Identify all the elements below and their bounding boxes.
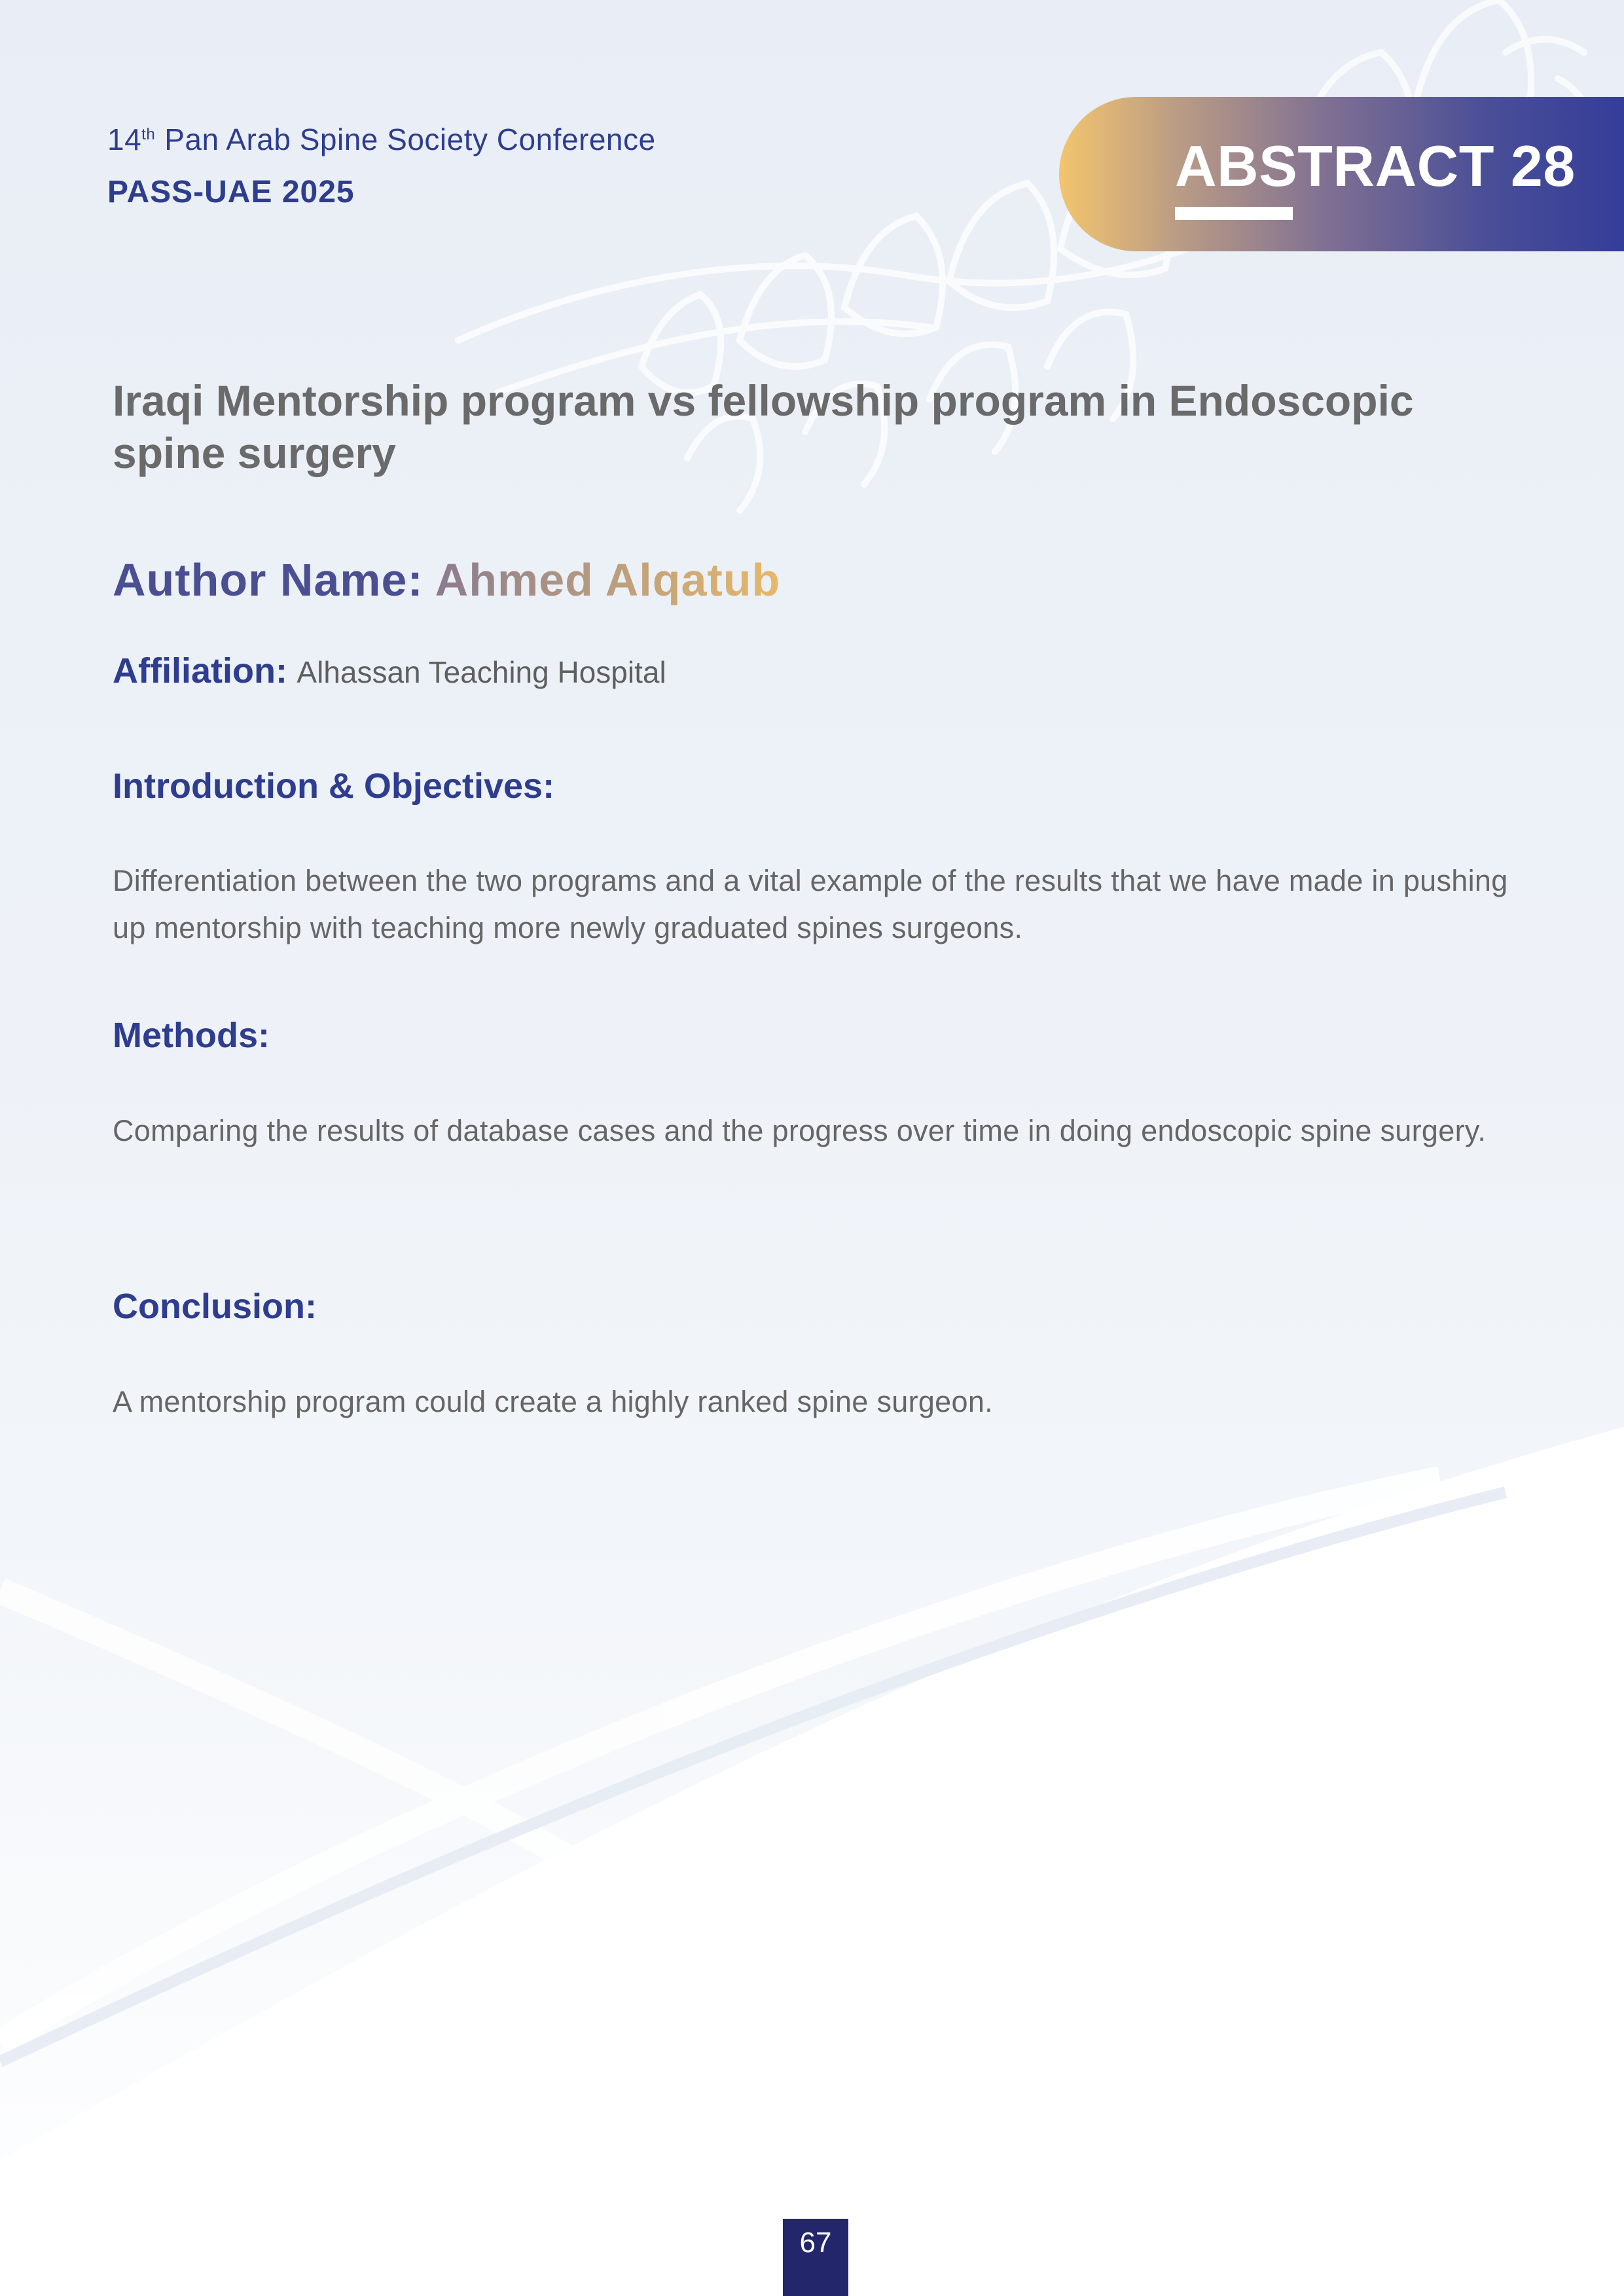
abstract-number-label: ABSTRACT 28 [1175,134,1576,198]
author-name: Ahmed Alqatub [435,554,781,605]
affiliation-value: Alhassan Teaching Hospital [297,655,666,689]
conference-name: Pan Arab Spine Society Conference [164,122,656,156]
methods-heading: Methods: [113,1016,270,1055]
methods-body: Comparing the results of database cases and the progress over time in doing endoscopic spine surgery. [113,1114,1487,1147]
introduction-body: Differentiation between the two programs and a vital example of the results that we have made in pushing up mentorship with teaching more newly graduated spines surgeons. [113,864,1508,944]
affiliation-label: Affiliation: [113,651,287,691]
affiliation-line [113,651,666,691]
author-line [113,554,780,606]
conclusion-body: A mentorship program could create a highly ranked spine surgeon. [113,1385,993,1418]
conference-ordinal-suffix: th [141,125,156,143]
conference-short-name: PASS-UAE 2025 [107,175,355,209]
abstract-title: Iraqi Mentorship program vs fellowship program in Endoscopic spine surgery [113,376,1414,477]
conference-title [107,122,656,157]
introduction-heading: Introduction & Objectives: [113,766,555,806]
author-label: Author Name: [113,554,424,605]
page-number: 67 [799,2227,832,2259]
conference-number: 14 [107,122,142,156]
abstract-underline [1175,207,1293,220]
conclusion-heading: Conclusion: [113,1287,317,1326]
